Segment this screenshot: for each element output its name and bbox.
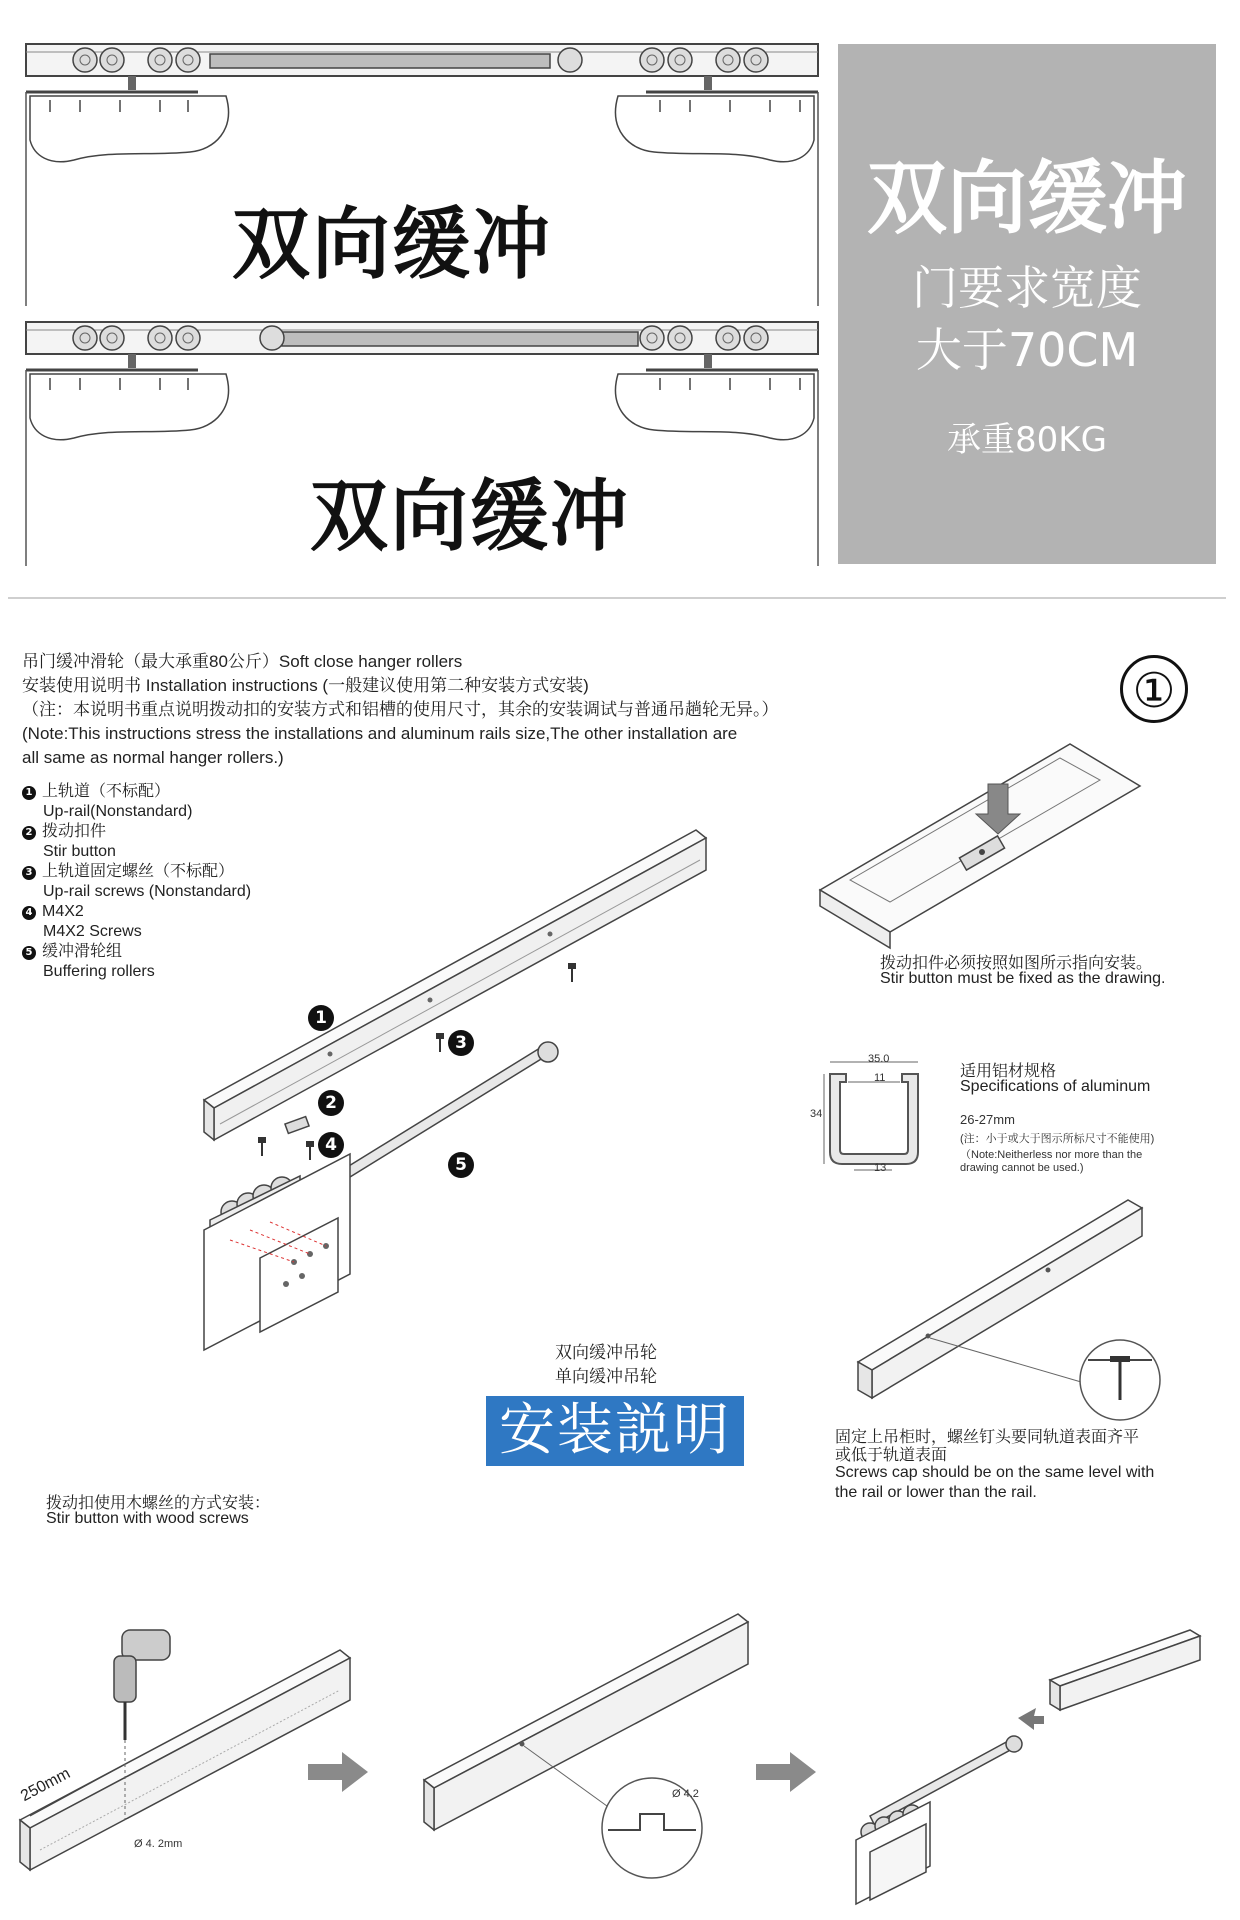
roller-type-double: 双向缓冲吊轮 — [555, 1343, 657, 1362]
exploded-label-3: 3 — [448, 1030, 474, 1056]
dim-width: 35.0 — [868, 1053, 890, 1065]
header-line-5: all same as normal hanger rollers.) — [22, 748, 284, 767]
part-number: 5 — [22, 946, 36, 960]
aluminum-title-en: Specifications of aluminum — [960, 1078, 1151, 1095]
part-cn-label: 拨动扣件 — [42, 823, 107, 840]
spec-panel-title: 双向缓冲 — [867, 152, 1187, 245]
install-instructions-title: 安装説明 — [486, 1396, 744, 1466]
door1-title: 双向缓冲 — [232, 200, 553, 290]
header-line-3: （注：本说明书重点说明拨动扣的安装方式和铝槽的使用尺寸，其余的安装调试与普通吊趟轮无异。） — [22, 700, 779, 719]
part-cn-label: 上轨道固定螺丝（不标配） — [42, 863, 235, 880]
screw-note-cn-2: 或低于轨道表面 — [835, 1447, 948, 1464]
aluminum-note-en-2: drawing cannot be used.) — [960, 1162, 1084, 1174]
wood-screw-note-cn: 拨动扣使用木螺丝的方式安装： — [46, 1495, 271, 1512]
dim-height: 34 — [810, 1108, 823, 1120]
exploded-label-5: 5 — [448, 1152, 474, 1178]
rail-hole-diagram — [418, 1600, 758, 1900]
arrow-right-icon — [308, 1752, 368, 1792]
stir-note-en: Stir button must be fixed as the drawing. — [880, 970, 1166, 987]
screw-note-en-1: Screws cap should be on the same level with — [835, 1464, 1155, 1481]
aluminum-title-cn: 适用铝材规格 — [960, 1063, 1057, 1080]
part-number: 1 — [22, 786, 36, 800]
exploded-view-diagram — [190, 820, 730, 1360]
part-en-label: Buffering rollers — [43, 963, 155, 980]
screw-note-en-2: the rail or lower than the rail. — [835, 1484, 1037, 1501]
aluminum-profile-diagram — [820, 1052, 940, 1172]
door-width-requirement: 门要求宽度 — [912, 261, 1142, 315]
header-line-2: 安装使用说明书 Installation instructions (一般建议使用第二种安装方式安装) — [22, 676, 589, 695]
part-number: 2 — [22, 826, 36, 840]
hole-diameter-1: Ø 4. 2mm — [134, 1838, 183, 1850]
arrow-right-icon — [756, 1752, 816, 1792]
part-item-1 — [22, 782, 251, 802]
dim-inner-top: 11 — [874, 1072, 886, 1084]
header-line-4: (Note:This instructions stress the installations and aluminum rails size,The other installation are — [22, 724, 738, 743]
stir-button-orientation-diagram — [810, 730, 1150, 950]
part-en-label: Stir button — [43, 843, 116, 860]
aluminum-note-en-1: （Note:Neitherless nor more than the — [960, 1149, 1143, 1161]
exploded-label-1: 1 — [308, 1005, 334, 1031]
part-en-label: Up-rail screws (Nonstandard) — [43, 883, 252, 900]
step-number: ① — [1120, 655, 1188, 723]
door2-title: 双向缓冲 — [310, 472, 631, 562]
dim-bottom: 13 — [874, 1162, 887, 1174]
exploded-label-4: 4 — [318, 1132, 344, 1158]
aluminum-range: 26-27mm — [960, 1112, 1015, 1127]
part-cn-label: M4X2 — [42, 903, 84, 920]
door-width-value: 大于70CM — [915, 323, 1139, 377]
wood-screw-note-en: Stir button with wood screws — [46, 1510, 249, 1527]
part-en-label: M4X2 Screws — [43, 923, 142, 940]
screw-note-cn-1: 固定上吊柜时，螺丝钉头要同轨道表面齐平 — [835, 1429, 1140, 1446]
part-cn-label: 缓冲滑轮组 — [42, 943, 123, 960]
part-cn-label: 上轨道（不标配） — [42, 783, 171, 800]
part-number: 4 — [22, 906, 36, 920]
section-divider — [8, 597, 1226, 599]
hole-diameter-2: Ø 4.2 — [672, 1788, 699, 1800]
exploded-label-2: 2 — [318, 1090, 344, 1116]
header-line-1: 吊门缓冲滑轮（最大承重80公斤）Soft close hanger rollers — [22, 652, 463, 671]
rail-screw-level-diagram — [848, 1186, 1178, 1426]
part-en-label: Up-rail(Nonstandard) — [43, 803, 193, 820]
aluminum-note-cn: (注：小于或大于图示所标尺寸不能使用) — [960, 1133, 1155, 1145]
roller-insert-diagram — [830, 1620, 1210, 1910]
dimension-250mm: 250mm — [18, 1764, 74, 1806]
roller-type-single: 单向缓冲吊轮 — [555, 1367, 657, 1386]
load-capacity: 承重80KG — [947, 420, 1107, 460]
part-number: 3 — [22, 866, 36, 880]
stir-note-cn: 拨动扣件必须按照如图所示指向安装。 — [880, 955, 1153, 972]
